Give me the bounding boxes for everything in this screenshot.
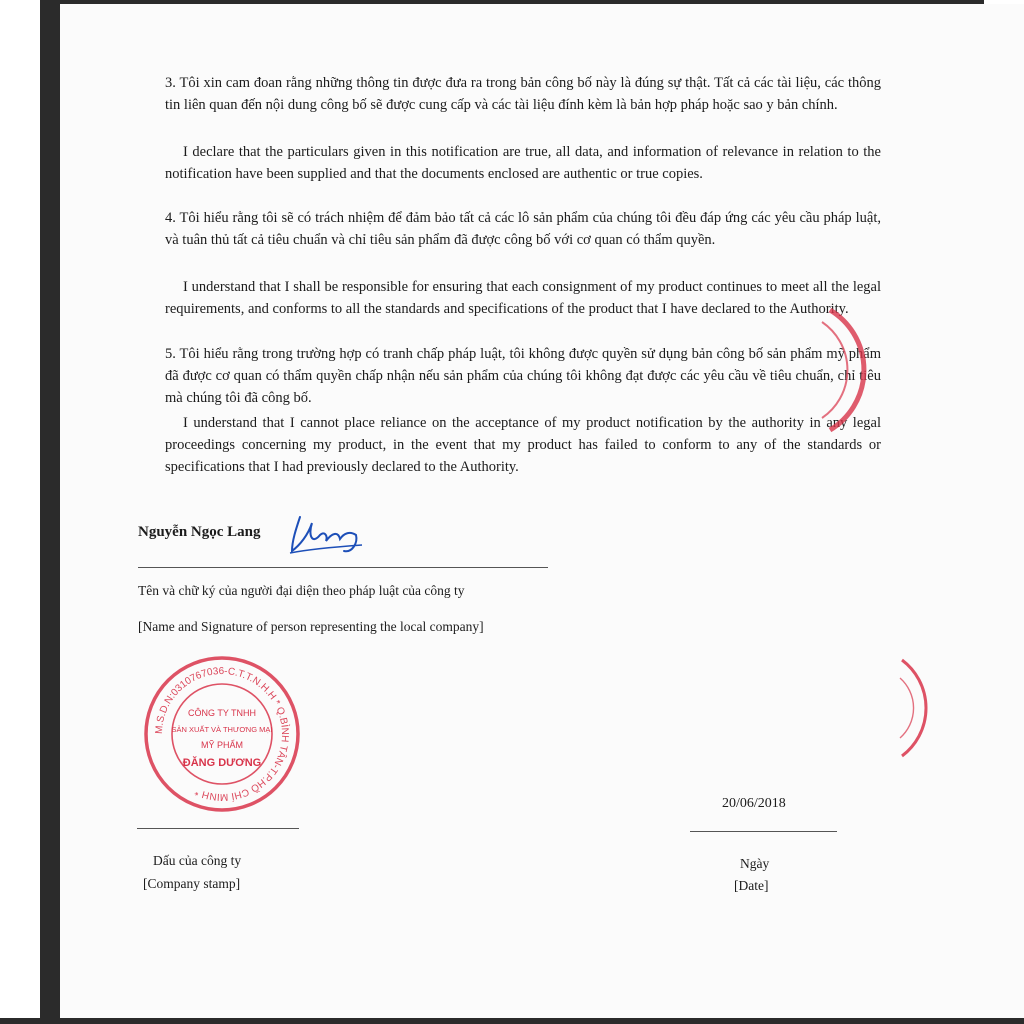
viewer-frame-left [40,0,60,1024]
stamp-line3: MỸ PHẨM [200,740,244,750]
stamp-line [137,828,299,829]
stamp-line4: ĐĂNG DƯƠNG [182,757,262,769]
paragraph-3-en: I declare that the particulars given in this notification are true, all data, and information of relevance in relation to the notification have been supplied and that the documents enclosed are authentic or true copies. [165,144,881,183]
stamp-caption-vi: Dấu của công ty [153,853,242,868]
date-caption-vi: Ngày [740,856,770,871]
paragraph-4-en: I understand that I shall be responsible for ensuring that each consignment of my product continues to meet all the legal requirements, and conforms to all the standards and specifications of the product that I have declared to the Authority. [165,279,881,318]
paragraph-3-vi: 3. Tôi xin cam đoan rằng những thông tin được đưa ra trong bản công bố này là đúng sự thật. Tất cả các tài liệu, các thông tin liên quan đến nội dung công bố sẽ được cung cấp và các tài liệu đính kèm là bản hợp pháp hoặc sao y bản chính. [165,75,881,114]
company-stamp [140,654,304,814]
paragraph-5-vi: 5. Tôi hiểu rằng trong trường hợp có tranh chấp pháp luật, tôi không được quyền sử dụng bản công bố sản phẩm mỹ phẩm đã được cơ quan có thẩm quyền chấp nhận nếu sản phẩm của chúng tôi không đạt được các yêu cầu về tiêu chuẩn, chỉ tiêu mà chúng tôi đã công bố. [165,346,881,407]
date-line [690,831,837,832]
paragraph-5-en: I understand that I cannot place reliance on the acceptance of my product notification by the authority in any legal proceedings concerning my product, in the event that my product has failed to conform to any of the standards or specifications that I had previously declared to the Authority. [165,415,881,476]
stamp-line2: SẢN XUẤT VÀ THƯƠNG MẠI [171,725,273,734]
stamp-caption-en: [Company stamp] [143,876,241,891]
svg-text:M.S.D.N:0310767036-C.T.T.N.H.H [154,666,292,803]
paragraph-4-vi: 4. Tôi hiểu rằng tôi sẽ có trách nhiệm để đảm bảo tất cả các lô sản phẩm của chúng tôi đều đáp ứng các yêu cầu pháp luật, và tuân thủ tất cả tiêu chuẩn và chỉ tiêu sản phẩm đã được công bố với cơ quan có thẩm quyền. [165,210,881,249]
signature-line [138,567,548,568]
signature-caption-vi: Tên và chữ ký của người đại diện theo pháp luật của công ty [138,583,465,598]
date-caption-en: [Date] [734,878,769,893]
stamp-ring-text: M.S.D.N:0310767036-C.T.T.N.H.H * Q.BÌNH TÂN-T.P.HỒ CHÍ MINH * [153,665,291,803]
signer-name: Nguyễn Ngọc Lang [138,524,261,540]
partial-seal-right-margin [898,656,928,760]
date-value: 20/06/2018 [722,796,786,811]
partial-seal-right-text [820,300,880,440]
viewer-frame-bottom [0,1018,1024,1024]
stamp-line1: CÔNG TY TNHH [187,708,257,718]
signature-caption-en: [Name and Signature of person representing the local company] [138,619,484,634]
handwritten-signature [286,505,366,560]
